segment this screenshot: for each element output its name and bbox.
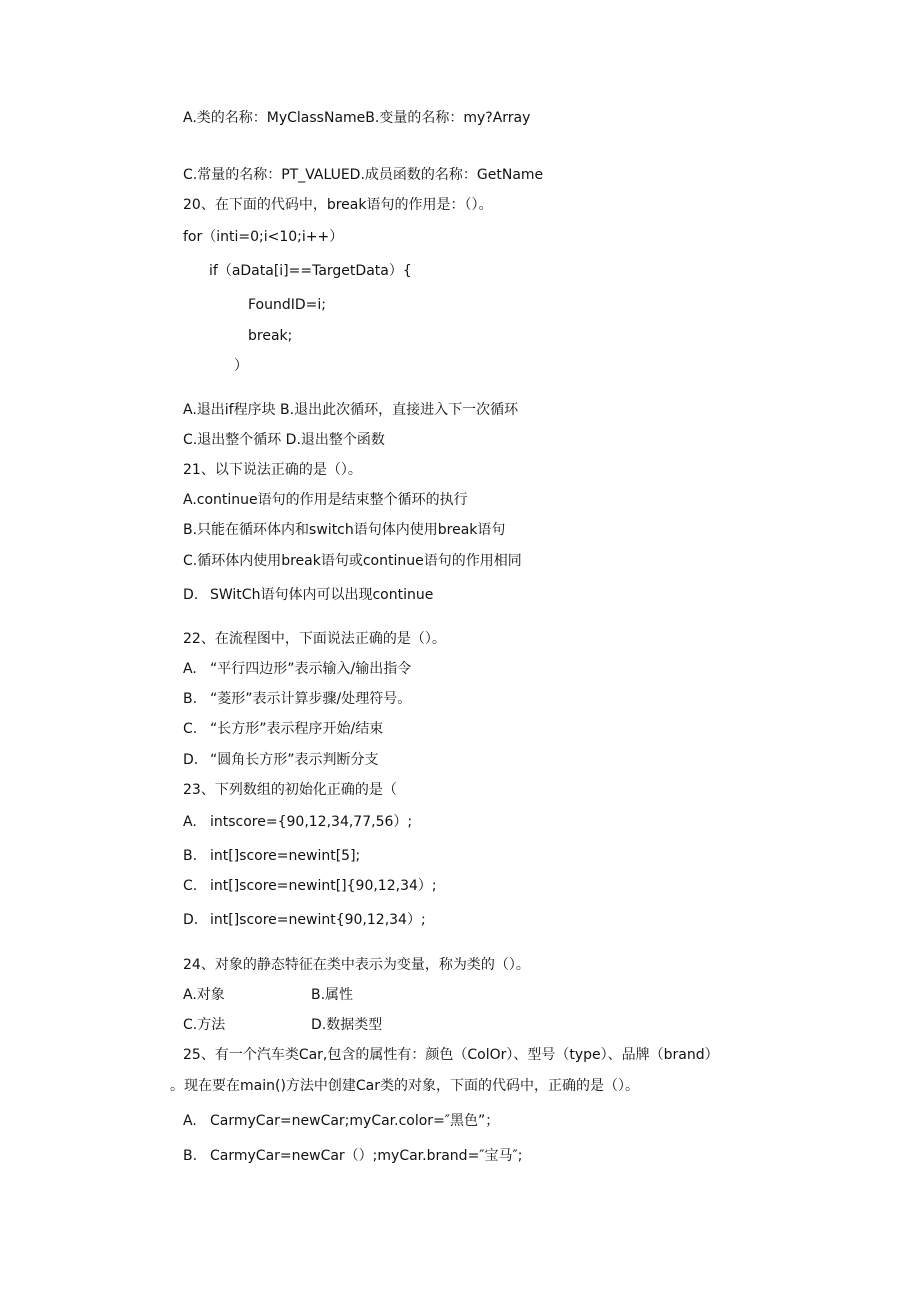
q23-option-b (183, 847, 360, 865)
q21-question: 21、以下说法正确的是（）。 (183, 462, 362, 478)
option-letter: D. (183, 912, 199, 928)
option-letter: C. (183, 721, 198, 737)
option-text: CarmyCar=newCar;myCar.color=″黑色”； (210, 1113, 500, 1129)
q22-option-a (183, 660, 411, 678)
q24-option-c: C.方法 (183, 1017, 226, 1033)
q24-option-b: B.属性 (311, 987, 354, 1003)
option-text: “平行四边形”表示输入/输出指令 (210, 661, 412, 677)
q20-code-assign: FoundID=i; (248, 297, 326, 313)
option-text: int[]score=newint[5]; (210, 848, 361, 864)
q20-code-close: ） (234, 358, 248, 374)
q23-question: 23、下列数组的初始化正确的是（ (183, 782, 397, 798)
q24-option-a: A.对象 (183, 987, 225, 1003)
q21-option-d (183, 586, 433, 604)
q23-option-a (183, 813, 412, 831)
q21-option-a: A.continue语句的作用是结束整个循环的执行 (183, 492, 468, 508)
option-letter: B. (183, 1148, 198, 1164)
q21-option-b: B.只能在循环体内和switch语句体内使用break语句 (183, 522, 506, 538)
q25-question-line1: 25、有一个汽车类Car,包含的属性有：颜色（ColOr）、型号（type）、品牌（brand） (183, 1047, 719, 1063)
option-text: “圆角长方形”表示判断分支 (210, 752, 379, 768)
q23-option-d (183, 911, 426, 929)
q20-options-cd: C.退出整个循环 D.退出整个函数 (183, 432, 385, 448)
q25-option-a (183, 1112, 499, 1130)
option-text: int[]score=newint{90,12,34）; (210, 912, 426, 928)
option-text: “长方形”表示程序开始/结束 (210, 721, 384, 737)
option-letter: C. (183, 878, 198, 894)
option-letter: D. (183, 752, 199, 768)
q21-option-c: C.循环体内使用break语句或continue语句的作用相同 (183, 553, 522, 569)
q19-options-cd: C.常量的名称：PT_VALUED.成员函数的名称：GetName (183, 167, 544, 183)
option-letter: B. (183, 691, 198, 707)
q22-option-d (183, 751, 379, 769)
q22-question: 22、在流程图中，下面说法正确的是（）。 (183, 631, 446, 647)
q25-option-b (183, 1147, 522, 1165)
q25-question-line2: 。现在要在main()方法中创建Car类的对象，下面的代码中，正确的是（）。 (170, 1078, 640, 1094)
option-letter: B. (183, 848, 198, 864)
q19-options-ab: A.类的名称：MyClassNameB.变量的名称：my?Array (183, 110, 531, 126)
option-letter: A. (183, 661, 197, 677)
q22-option-c (183, 720, 383, 738)
option-text: SWitCh语句体内可以出现continue (210, 587, 434, 603)
q22-option-b (183, 690, 411, 708)
q23-option-c (183, 877, 437, 895)
option-text: int[]score=newint[]{90,12,34）; (210, 878, 437, 894)
q24-question: 24、对象的静态特征在类中表示为变量，称为类的（）。 (183, 957, 530, 973)
q20-options-ab: A.退出if程序块 B.退出此次循环，直接进入下一次循环 (183, 402, 519, 418)
q20-code-if: if（aData[i]==TargetData）{ (209, 263, 412, 279)
option-text: CarmyCar=newCar（）;myCar.brand=″宝马″; (210, 1148, 523, 1164)
option-text: intscore={90,12,34,77,56）; (210, 814, 413, 830)
option-letter: A. (183, 814, 197, 830)
q24-option-d: D.数据类型 (311, 1017, 383, 1033)
option-letter: A. (183, 1113, 197, 1129)
q20-question: 20、在下面的代码中，break语句的作用是：（）。 (183, 197, 493, 213)
option-letter: D. (183, 587, 199, 603)
q20-code-for: for（inti=0;i<10;i++） (183, 229, 344, 245)
option-text: “菱形”表示计算步骤/处理符号。 (210, 691, 412, 707)
q20-code-break: break; (248, 328, 293, 344)
